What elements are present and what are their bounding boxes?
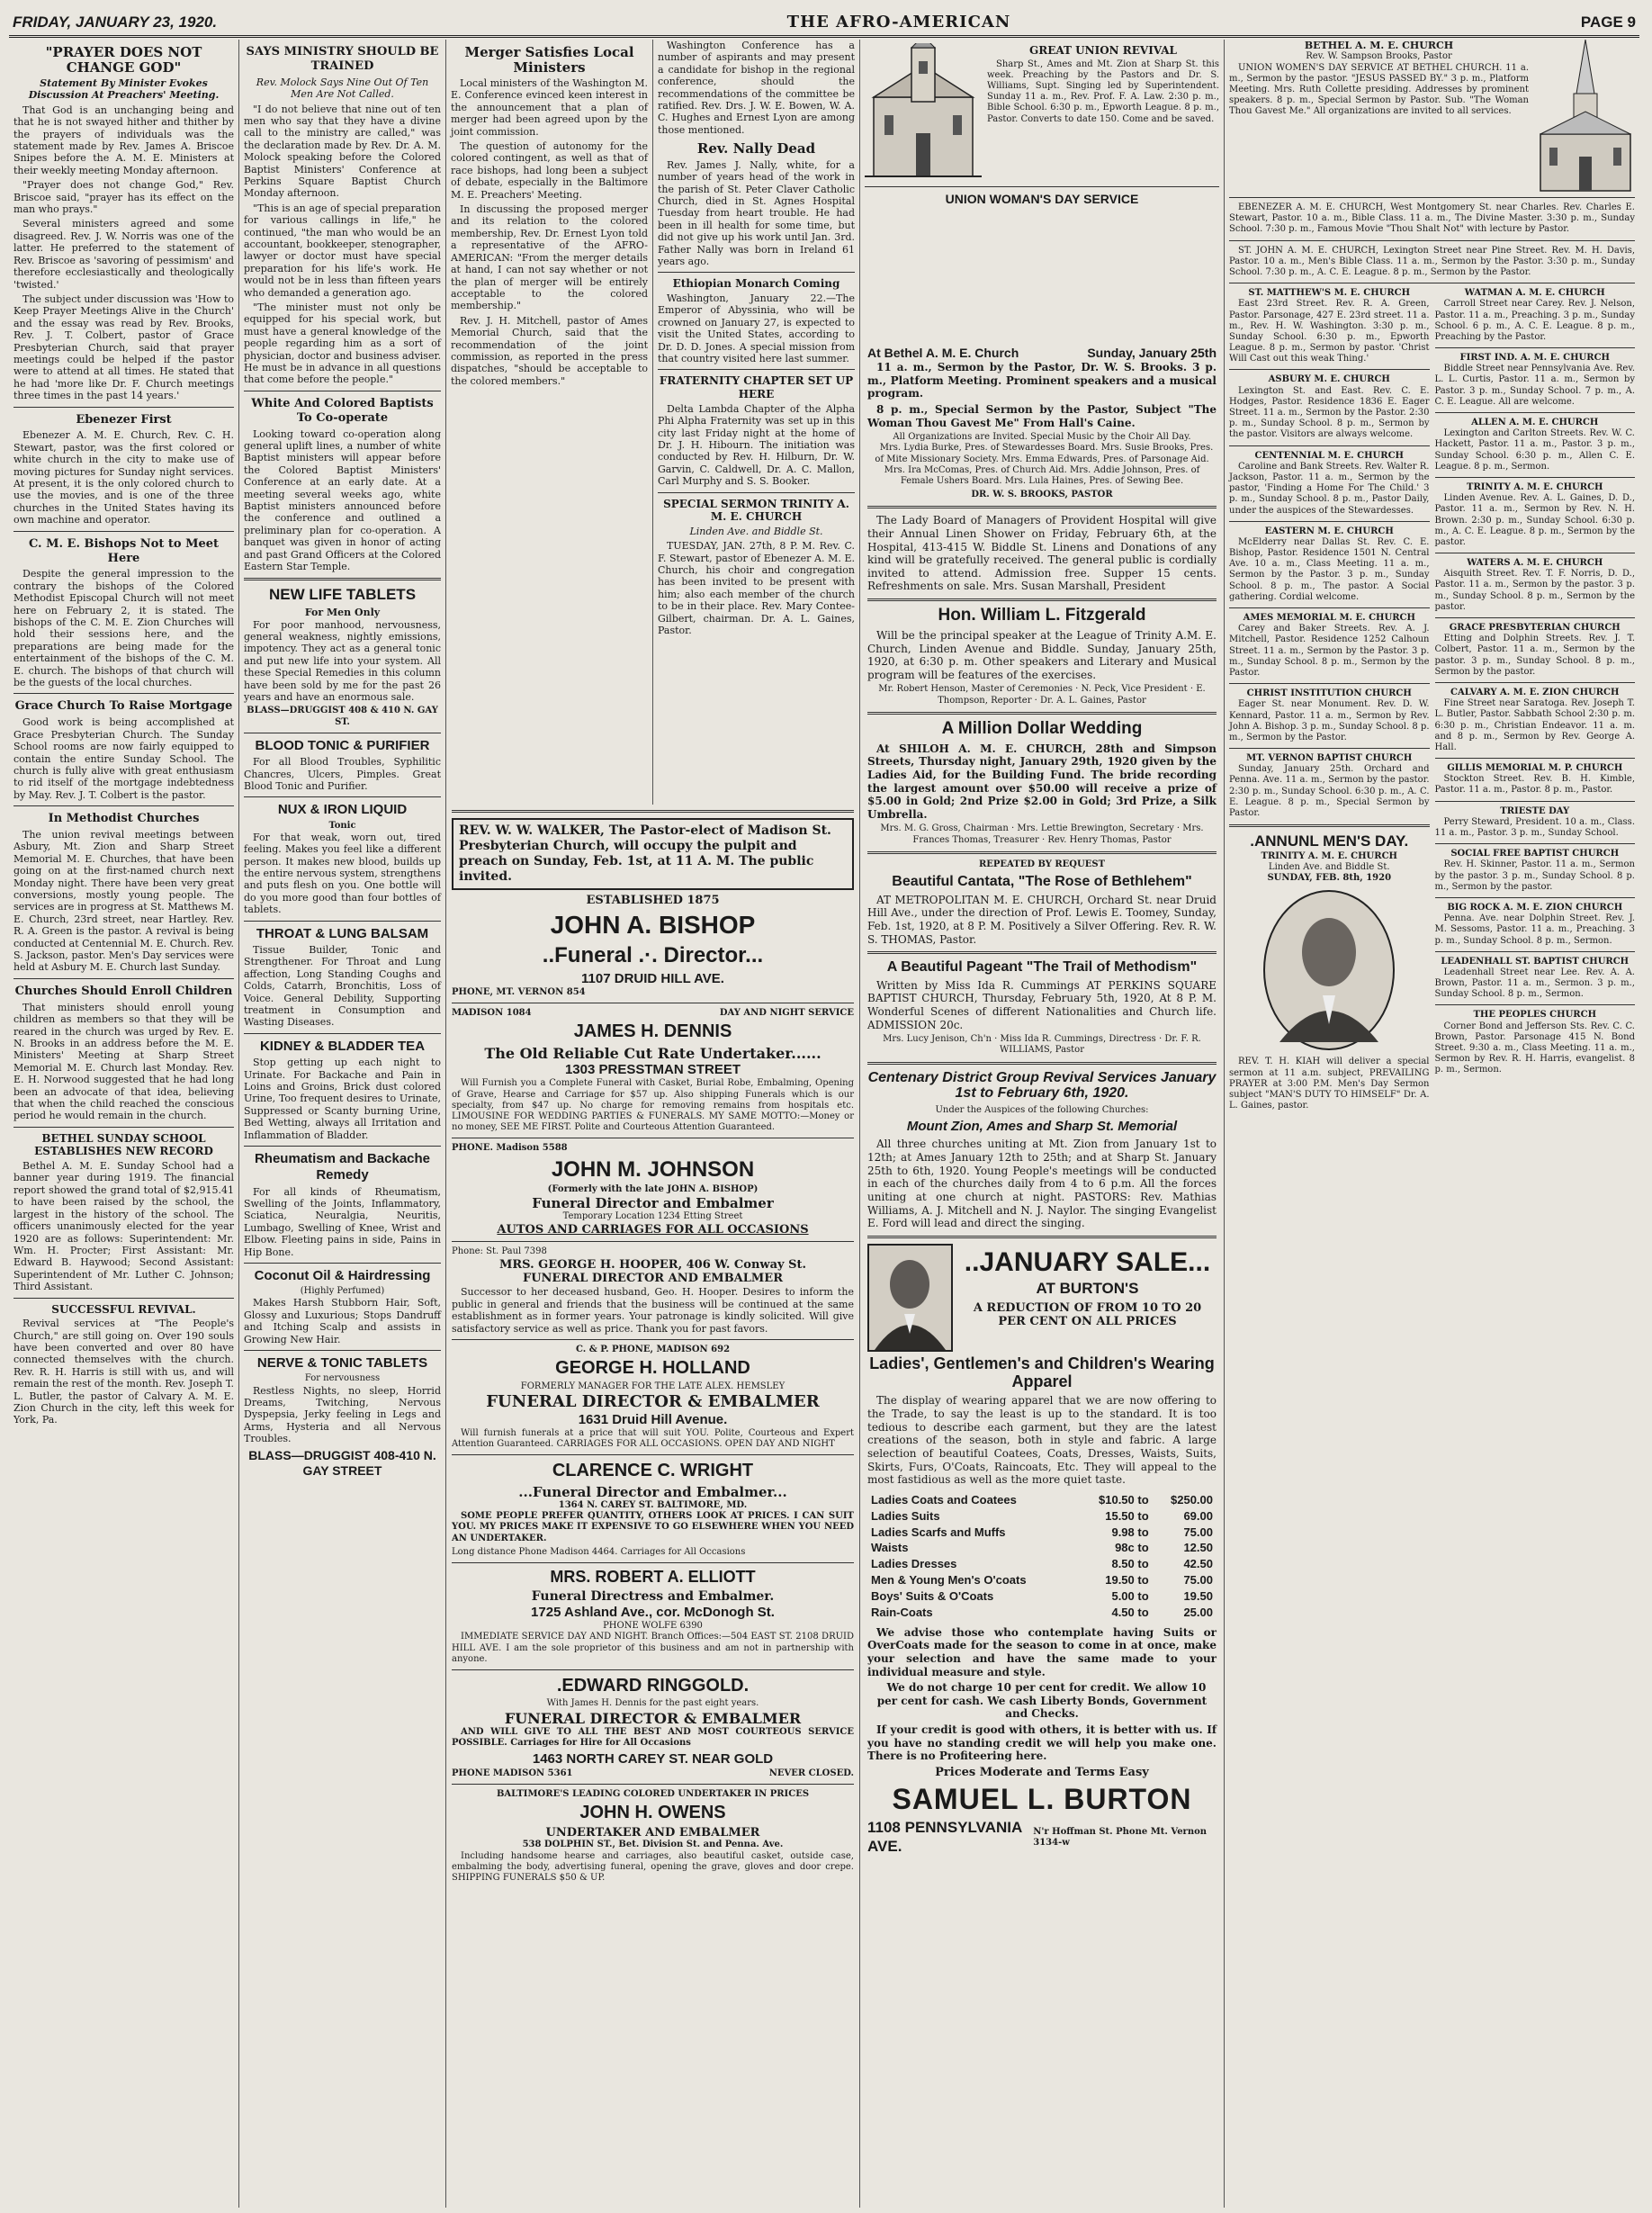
kidney-title: KIDNEY & BLADDER TEA xyxy=(259,1038,426,1054)
fraternity-body: Delta Lambda Chapter of the Alpha Phi Alpha Fraternity was set up in this city last Friday night at the home of Dr. J. H. Hibourn. The initiation was conducted by Rev. H. Hilburn, Dr. W. Garvin, C. Caldwell, Dr. A. C. Mallon, Carl Murphy and S. S. Booker. xyxy=(658,402,855,488)
owens-head: BALTIMORE'S LEADING COLORED UNDERTAKER IN PRICES xyxy=(496,1788,810,1799)
sale-at: AT BURTON'S xyxy=(1036,1279,1139,1297)
blass-footer: BLASS—DRUGGIST 408-410 N. GAY STREET xyxy=(248,1447,436,1478)
great-union-revival-headline: GREAT UNION REVIVAL xyxy=(1029,44,1177,57)
item-name: Ladies Dresses xyxy=(871,1557,957,1571)
rheum-body: For all kinds of Rheumatism, Swelling of the Joints, Inflammatory, Sciatica, Neuralgia, Neuritis, Lumbago, Swelling of Knee, Wrist and Elbow. Fleeting pains in side, Pains in Hip Bone. xyxy=(244,1185,441,1258)
church-listing: MT. VERNON BAPTIST CHURCH Sunday, January 25th. Orchard and Penna. Ave. 11 a. m., Sermon by the pastor. 2:30 p. m., Sunday School. 6:30 p. m., A. C. E. League. 8 p. m., Special Sermon by Pastor. xyxy=(1229,753,1430,818)
wright-phone: Long distance Phone Madison 4464. Carriages for All Occasions xyxy=(452,1546,746,1557)
price-row xyxy=(867,1556,1217,1572)
nux-sub: Tonic xyxy=(328,820,356,831)
bethel-church-title: BETHEL A. M. E. CHURCH xyxy=(1304,40,1454,51)
page-number: PAGE 9 xyxy=(1580,13,1636,31)
elliott-name: MRS. ROBERT A. ELLIOTT xyxy=(550,1567,756,1586)
blass-address: BLASS—DRUGGIST 408 & 410 N. GAY ST. xyxy=(247,706,438,727)
wright-name: CLARENCE C. WRIGHT xyxy=(552,1461,754,1481)
church-listing: LEADENHALL ST. BAPTIST CHURCH Leadenhall Street near Lee. Rev. A. A. Brown, Pastor. 11 a. m., Sermon. 3 p. m., Sunday School. 8 p. m., Sermon. xyxy=(1435,957,1636,1006)
owens-name: JOHN H. OWENS xyxy=(579,1803,726,1823)
ringgold-phone: PHONE MADISON 5361 xyxy=(452,1768,573,1778)
bethel-headline: BETHEL SUNDAY SCHOOL ESTABLISHES NEW RECORD xyxy=(34,1131,213,1158)
cantata-headline: Beautiful Cantata, "The Rose of Bethlehem" xyxy=(892,874,1192,890)
bishop-title: ..Funeral .·. Director... xyxy=(542,943,764,968)
elliott-body: IMMEDIATE SERVICE DAY AND NIGHT. Branch Offices:—504 EAST ST. 2108 DRUID HILL AVE. I am the sole proprietor of this business and am not in partnership with anyone. xyxy=(452,1632,854,1664)
sale-body: The display of wearing apparel that we are now offering to the Trade, to say the least is up to the standard. It is too tedious to describe each garment, but they are the latest creations of the season, both in style and fabric. A large selection of beautiful Coatees, Coats, Dresses, Waists, Suits, Skirts, Furs, O'Coats, Raincoats, Etc. They will appeal to the most fastidious as well as the more quiet taste. xyxy=(867,1394,1217,1487)
price-row xyxy=(867,1572,1217,1588)
nally-body: Rev. James J. Nally, white, for a number of years head of the work in the parish of St. Peter Claver Catholic Church, died in St. Agnes Hospital Tuesday from heart trouble. He had been in ill health for some time, but did not give up his work until Jan. 3rd. Father Nally was born in Ireland 61 years ago. xyxy=(658,158,855,267)
bethel-church-body: UNION WOMEN'S DAY SERVICE AT BETHEL CHURCH. 11 a. m., Sermon by the pastor. "JESUS PASSED BY." 3 p. m., Platform Meeting. Mrs. Ruth Collette presiding. Addresses by prominent speakers. 8 p. m., Special Sermon by Pastor. Sub. "The Woman Thou Gavest Me." All organizations are invited to all services. xyxy=(1229,62,1529,117)
prayer-para: The subject under discussion was 'How to Keep Prayer Meetings Alive in the Church' and the essay was read by Rev. Brooks, Rev. J. T. Colbert, pastor of Grace Presbyterian Church, said that prayer meetings could be helped if the pastor were to attend at all times. He stated that he had 'more like Dr. F. Church meetings three times in the past 14 years.' xyxy=(13,292,234,402)
ringgold-closed: NEVER CLOSED. xyxy=(768,1768,854,1778)
price-row xyxy=(867,1540,1217,1556)
bishop-address: 1107 DRUID HILL AVE. xyxy=(581,970,724,986)
ringgold-name: .EDWARD RINGGOLD. xyxy=(556,1676,750,1696)
johnson-phone: PHONE. Madison 5588 xyxy=(452,1143,568,1154)
mens-day-church: TRINITY A. M. E. CHURCH xyxy=(1261,850,1397,861)
sale-credit: If your credit is good with others, it is better with us. If you have no standing credit we will help you make one. There is no Profiteering here. xyxy=(867,1723,1217,1763)
prayer-para: That God is an unchanging being and that he is not swayed hither and thither by the prayers of individuals was the statement made by Rev. James A. Briscoe Snipes before the A. M. E. Ministers at their weekly meeting Monday afternoon. xyxy=(13,103,234,176)
price-table xyxy=(867,1492,1217,1621)
sale-apparel: Ladies', Gentlemen's and Children's Wearing Apparel xyxy=(869,1354,1215,1390)
union-day-names: Mrs. Lydia Burke, Pres. of Stewardesses Board. Mrs. Susie Brooks, Pres. of Mite Missionary Society. Mrs. Emma Edwards, Pres. of Parsonage Aid. Mrs. Ira McComas, Pres. of Church Aid. Mrs. Addie Johnson, Pres. of Female Ushers Board. Mrs. Lula Haines, Pres. of Sewing Bee. xyxy=(875,443,1214,486)
centenary-headline: Centenary District Group Revival Services January 1st to February 6th, 1920. xyxy=(867,1069,1217,1102)
wedding-body: At SHILOH A. M. E. CHURCH, 28th and Simpson Streets, Thursday night, January 29th, 1920 given by the Ladies Aid, for the Building Fund. The bride recording the largest amount over $50.00 will receive a prize of $5.00 in Gold; 2nd Prize $2.00 in Gold; 3rd Prize, a Silk Umbrella. xyxy=(867,742,1217,821)
centenary-sub: Under the Auspices of the following Churches: xyxy=(935,1104,1149,1115)
elliott-address: 1725 Ashland Ave., cor. McDonogh St. xyxy=(531,1604,775,1620)
price-to: 75.00 xyxy=(1183,1525,1213,1539)
grace-body: Good work is being accomplished at Grace Presbyterian Church. The Sunday School rooms are now fairly equipped to contain the entire Sunday School. The church is fully alive with great enthusiasm to rid itself of the mortgage indebtedness by May. Rev. J. T. Colbert is the pastor. xyxy=(13,716,234,801)
church-listing: FIRST IND. A. M. E. CHURCH Biddle Street near Pennsylvania Ave. Rev. L. L. Curtis, Pastor. 11 a. m., Sermon by Pastor. 3 p. m., Sunday School. 7 p. m., A. C. E. League. All are welcome. xyxy=(1435,353,1636,413)
nerve-body: Restless Nights, no sleep, Horrid Dreams, Twitching, Nervous Dyspepsia, Jerky feeling in Legs and Arms, Hysteria and all Nervous Troubles. xyxy=(244,1384,441,1445)
union-day-evening: 8 p. m., Special Sermon by the Pastor, Subject "The Woman Thou Gavest Me" From Hall's Caine. xyxy=(867,402,1217,429)
pageant-names: Mrs. Lucy Jenison, Ch'n · Miss Ida R. Cummings, Directress · Dr. F. R. WILLIAMS, Pastor xyxy=(883,1034,1201,1056)
wedding-headline: A Million Dollar Wedding xyxy=(941,718,1143,738)
price-to: $250.00 xyxy=(1171,1492,1213,1507)
price-to: 25.00 xyxy=(1183,1605,1213,1619)
mens-day-caption: REV. T. H. KIAH will deliver a special sermon at 11 a.m. subject, PREVAILING PRAYER at 3:00 P.M. Men's Day Sermon subject "MAN'S DUTY TO HIMSELF" Dr. A. L. Gaines, pastor. xyxy=(1229,1057,1430,1111)
item-name: Boys' Suits & O'Coats xyxy=(871,1588,994,1603)
union-day-note: All Organizations are Invited. Special Music by the Choir All Day. xyxy=(893,432,1191,443)
churches-body: That ministers should enroll young children as members so that they will be reared in the church was urged by Rev. E. N. Brooks in an address before the M. E. Ministers' Meeting at Sharp Street Memorial M. E. Church last Monday. Rev. E. H. Norwood suggested that he had long been an advocate of that idea, believing that when the child reached the conscious period he would remain in the church. xyxy=(13,1001,234,1122)
sale-reduction: A REDUCTION OF FROM 10 TO 20 PER CENT ON ALL PRICES xyxy=(973,1300,1202,1329)
dennis-name: JAMES H. DENNIS xyxy=(573,1021,732,1042)
bishop-name: JOHN A. BISHOP xyxy=(550,911,756,940)
dennis-body: Will Furnish you a Complete Funeral with Casket, Burial Robe, Embalming, Opening of Grave, Hearse and Carriage for $57 up. Also shipping Funerals which is our specialty, from $47 up. No charge for removing remains from hospitals etc. LIMOUSINE FOR WEDDING PARTIES & FUNERALS. MY SAME MOTTO:—Money or no money, SEE ME FIRST. Polite and Courteous Attention Guaranteed. xyxy=(452,1078,854,1133)
price-to: 42.50 xyxy=(1183,1557,1213,1571)
owens-address: 538 DOLPHIN ST., Bet. Division St. and Penna. Ave. xyxy=(522,1840,784,1850)
price-to: 19.50 xyxy=(1183,1588,1213,1603)
grace-headline: Grace Church To Raise Mortgage xyxy=(14,699,233,714)
price-from: 4.50 to xyxy=(1111,1605,1149,1619)
church-listing: EASTERN M. E. CHURCH McElderry near Dallas St. Rev. C. E. Bishop, Pastor. Residence 1501 N. Central Ave. 10 a. m., Class Meeting. 11 a. m., Sermon by the Pastor. 3 p. m., Sunday School. 8 p. m., The pastor. A Social gathering. Cordial welcome. xyxy=(1229,526,1430,608)
price-from: 9.98 to xyxy=(1111,1525,1149,1539)
holland-name: GEORGE H. HOLLAND xyxy=(555,1358,750,1379)
dennis-address: 1303 PRESSTMAN STREET xyxy=(564,1062,741,1078)
nux-body: For that weak, worn out, tired feeling. Makes you feel like a different person. It makes new blood, builds up the entire nervous system, strengthens and puts flesh on you. One bottle will do you more good than four bottles of tablets. xyxy=(244,831,441,916)
methodist-body: The union revival meetings between Asbury, Mt. Zion and Sharp Street Memorial M. E. Churches, that have been going on at the first-named church next Monday night. There have been very great conversions, mostly young people. The services are in progress at St. Matthews M. E. Church, 23rd street, near Hartley. Rev. R. A. Green is the pastor. A revival is being conducted at Centennial M. E. Church. Rev. S. Jackson, pastor. Men's Day services were held at Asbury M. E. Church last Sunday. xyxy=(13,829,234,974)
union-day-church: At Bethel A. M. E. Church xyxy=(867,346,1019,360)
bishop-phone: PHONE, MT. VERNON 854 xyxy=(452,986,586,997)
price-to: 69.00 xyxy=(1183,1508,1213,1523)
holland-phone: C. & P. PHONE, MADISON 692 xyxy=(575,1344,731,1354)
centenary-churches: Mount Zion, Ames and Sharp St. Memorial xyxy=(906,1118,1178,1134)
pageant-body: Written by Miss Ida R. Cummings AT PERKINS SQUARE BAPTIST CHURCH, Thursday, February 5th, 1920, At 8 P. M. Wonderful Scenes of different Nationalities and Church life. ADMISSION 20c. xyxy=(867,978,1217,1031)
church-listing: SOCIAL FREE BAPTIST CHURCH Rev. H. Skinner, Pastor. 11 a. m., Sermon by the pastor. 3 p. m., Sunday School. 8 p. m., Sermon by the pastor. xyxy=(1435,849,1636,898)
nally-headline: Rev. Nally Dead xyxy=(696,140,816,157)
mens-day-title: .ANNUNL MEN'S DAY. xyxy=(1250,832,1409,850)
union-day-headline: UNION WOMAN'S DAY SERVICE xyxy=(945,192,1139,206)
church-list-a xyxy=(1229,288,1430,1114)
price-from: 5.00 to xyxy=(1111,1588,1149,1603)
church-illustration-icon xyxy=(865,43,982,178)
bethel-church-pastor: Rev. W. Sampson Brooks, Pastor xyxy=(1306,51,1452,62)
wright-title: ...Funeral Director and Embalmer... xyxy=(518,1483,787,1500)
wedding-names: Mrs. M. G. Gross, Chairman · Mrs. Lettie Brewington, Secretary · Mrs. Frances Thomas, Treasurer · Rev. Henry Thomas, Pastor xyxy=(880,823,1204,845)
church-listing: THE PEOPLES CHURCH Corner Bond and Jefferson Sts. Rev. C. C. Brown, Pastor. Parsonage 415 N. Bond Street. 9:30 a. m., Class Meeting. 11 a. m., Sermon by Rev. R. H. Harris, evangelist. 8 p. m., Sermon. xyxy=(1434,1010,1635,1075)
revival-body: Revival services at "The People's Church," are still going on. Over 190 souls have been converted and over 80 have connected themselves with the church. Rev. R. H. Harris is still with us, and will remain the rest of the month. Rev. Joseph T. L. Butler, the pastor of Calvary A. M. E. Zion Church in the city, left this week for York, Pa. xyxy=(13,1318,234,1426)
ethiopian-body: Washington, January 22.—The Emperor of Abyssinia, who will be crowned on January 27, is expected to visit the United States, according to Dr. D. D. Jones. A special mission from that country visited here last summer. xyxy=(658,292,855,365)
special-sub: Linden Ave. and Biddle St. xyxy=(689,525,823,537)
church-listing: WATMAN A. M. E. CHURCH Carroll Street near Carey. Rev. J. Nelson, Pastor. 11 a. m., Preaching. 3 p. m., Sunday School. 6 p. m., A. C. E. League. 8 p. m., Preaching by the Pastor. xyxy=(1435,288,1636,348)
mens-day-date: SUNDAY, FEB. 8th, 1920 xyxy=(1267,873,1392,884)
coconut-sub: (Highly Perfumed) xyxy=(300,1286,385,1297)
portrait-image xyxy=(1261,889,1396,1051)
prayer-headline: "PRAYER DOES NOT CHANGE GOD" xyxy=(45,44,202,76)
ringgold-address: 1463 NORTH CAREY ST. NEAR GOLD xyxy=(532,1751,774,1768)
item-name: Ladies Scarfs and Muffs xyxy=(871,1525,1006,1539)
sale-advise: We advise those who contemplate having Suits or OverCoats made for the season to come in at once, make your selection and have the same made to your individual measure and style. xyxy=(867,1625,1217,1678)
throat-title: THROAT & LUNG BALSAM xyxy=(256,925,429,941)
prayer-para: "Prayer does not change God," Rev. Briscoe said, "prayer has its effect on the man who prays." xyxy=(13,179,234,216)
church-listing: ST. MATTHEW'S M. E. CHURCH East 23rd Street. Rev. R. A. Green, Pastor. Parsonage, 427 E. 23rd street. 11 a. m., Rev. H. W. Washington. 3:30 p. m., Sunday School. 6:30 p. m., Epworth League. 8 p. m., Sermon by pastor. 'Christ Will Cast out this weak Thing.' xyxy=(1229,288,1430,370)
prayer-para: Several ministers agreed and some disagreed. Rev. J. W. Norris was one of the latter. He preferred to the statement of Rev. Briscoe as 'savoring of pessimism' and therefore ecclesiastically and theologically 'twisted.' xyxy=(13,218,234,291)
column-2 xyxy=(238,40,445,2208)
centenary-body: All three churches uniting at Mt. Zion from January 1st to 12th; at Ames January 12th to 25th; and at Sharp St. January 25th to 6th, 1920. Young People's meetings will be conducted in each of the churches daily from 4 to 6 p.m. All the forces uniting at one church at night. PASTORS: Rev. Mathias Williams, A. J. Mitchell and N. J. Naylor. The singing Evangelist E. Ford will lead and direct the singing. xyxy=(867,1138,1217,1230)
price-to: 75.00 xyxy=(1183,1573,1213,1588)
cme-body: Despite the general impression to the contrary the bishops of the Colored Methodist Episcopal Church will not meet here on February 2, it is stated. The bishops of the C. M. E. Zion Churches will hold their sessions here, and the preparations are being made for the entertainment of the bishops of the C. M. E. church. The bishops of that church will be the guests of the local churches. xyxy=(13,568,234,689)
price-from: 8.50 to xyxy=(1111,1557,1149,1571)
item-name: Ladies Suits xyxy=(871,1508,940,1523)
says-headline: SAYS MINISTRY SHOULD BE TRAINED xyxy=(246,45,439,73)
merger-headline: Merger Satisfies Local Ministers xyxy=(464,44,634,76)
methodist-headline: In Methodist Churches xyxy=(48,812,200,826)
elliott-phone: PHONE WOLFE 6390 xyxy=(603,1621,703,1632)
wright-address: 1364 N. CAREY ST. BALTIMORE, MD. xyxy=(558,1500,748,1510)
life-tablets-body: For poor manhood, nervousness, general weakness, nightly emissions, impotency. They act as a general tonic and put new life into your system. All these Special Remedies in this column have been sold by me for the past 26 years and have an enormous sale. xyxy=(244,618,441,704)
throat-body: Tissue Builder, Tonic and Strengthener. For Throat and Lung affection, Long Standing Coughs and Colds, Catarrh, Bronchitis, Loss of Voice. General Debility, Supporting treatment in Consumption and Wasting Diseases. xyxy=(244,943,441,1029)
church-listing: AMES MEMORIAL M. E. CHURCH Carey and Baker Streets. Rev. A. J. Mitchell, Pastor. Residence 1252 Calhoun Street. 11 a. m., Sermon by the Pastor. 3 p. m., Sunday School. 8 p. m., Sermon by the Pastor. xyxy=(1229,613,1430,684)
columns xyxy=(9,40,1639,2208)
nux-title: NUX & IRON LIQUID xyxy=(277,802,408,818)
price-row xyxy=(867,1492,1217,1508)
sale-terms: We do not charge 10 per cent for credit. We allow 10 per cent for cash. We cash Liberty Bonds, Government and Checks. xyxy=(876,1681,1208,1721)
union-day-pastor: DR. W. S. BROOKS, PASTOR xyxy=(971,490,1113,500)
churches-headline: Churches Should Enroll Children xyxy=(14,984,233,998)
fraternity-headline: FRATERNITY CHAPTER SET UP HERE xyxy=(659,374,854,401)
merger-para: In discussing the proposed merger and its relation to the colored membership, Rev. Dr. Ernest Lyon told a representative of the AFRO-AMERICAN: "From the merger details at hand, I can not say whether or not the plan of merger will be entirely acceptable to the colored membership." xyxy=(451,203,648,312)
pageant-headline: A Beautiful Pageant "The Trail of Methodism" xyxy=(886,959,1198,976)
says-para: "I do not believe that nine out of ten men who say that they have a divine call to the ministry are called," was the declaration made by Rev. Dr. A. M. Molock speaking before the Colored Baptist Ministers' Conference at Perkins Square Baptist Church Monday afternoon. xyxy=(244,103,441,200)
newspaper-title: THE AFRO-AMERICAN xyxy=(786,13,1011,32)
blood-tonic-title: BLOOD TONIC & PURIFIER xyxy=(255,737,430,753)
blood-tonic-body: For all Blood Troubles, Syphilitic Chancres, Ulcers, Pimples. Great Blood Tonic and Purifier. xyxy=(244,756,441,792)
cantata-body: AT METROPOLITAN M. E. CHURCH, Orchard St. near Druid Hill Ave., under the direction of Prof. Lewis E. Toomey, Sunday, Feb. 1st, 1920, at 8 P. M. Positively a Silver Offering. Rev. R. W. S. THOMAS, Pastor. xyxy=(867,893,1217,946)
church-listing: TRIESTE DAY Perry Steward, President. 10 a. m., Class. 11 a. m., Pastor. 3 p. m., Sunday School. xyxy=(1435,806,1636,845)
sale-easy: Prices Moderate and Terms Easy xyxy=(935,1765,1149,1779)
coconut-title: Coconut Oil & Hairdressing xyxy=(254,1267,431,1283)
hooper-phone: Phone: St. Paul 7398 xyxy=(452,1246,547,1257)
owens-title: UNDERTAKER AND EMBALMER xyxy=(545,1825,760,1840)
burton-address: 1108 PENNSYLVANIA AVE. xyxy=(867,1819,1022,1855)
ringgold-body: AND WILL GIVE TO ALL THE BEST AND MOST COURTEOUS SERVICE POSSIBLE. Carriages for Hire for All Occasions xyxy=(452,1727,854,1749)
church-listing: CHRIST INSTITUTION CHURCH Eager St. near Monument. Rev. D. W. Kennard, Pastor. 11 a. m., Sermon by Rev. John A. Bishop. 3 p. m., Sunday School. 8 p. m., Sermon by the Pastor. xyxy=(1229,688,1430,749)
dennis-service: DAY AND NIGHT SERVICE xyxy=(719,1008,854,1019)
burton-cross: N'r Hoffman St. Phone Mt. Vernon 3134-w xyxy=(1033,1826,1208,1848)
item-name: Ladies Coats and Coatees xyxy=(871,1492,1017,1507)
conference-body: Washington Conference has a number of aspirants and may present a candidate for bishop in the regional conference, should the recommendations of the committee be ratified. Rev. Drs. J. W. E. Bowen, W. A. C. Hughes and Ernest Lyon are among those mentioned. xyxy=(658,40,855,136)
holland-title: FUNERAL DIRECTOR & EMBALMER xyxy=(486,1391,820,1411)
says-subhead: Rev. Molock Says Nine Out Of Ten Men Are Not Called. xyxy=(256,76,429,101)
funeral-ads xyxy=(445,805,859,2208)
price-row xyxy=(867,1588,1217,1605)
fitzgerald-names: Mr. Robert Henson, Master of Ceremonies · N. Peck, Vice President · E. Thompson, Reporter · Dr. A. L. Gaines, Pastor xyxy=(878,684,1206,706)
coconut-body: Makes Harsh Stubborn Hair, Soft, Glossy and Luxurious; Stops Dandruff and Itching Scalp and assists in Growing New Hair. xyxy=(244,1297,441,1345)
church-listing: CENTENNIAL M. E. CHURCH Caroline and Bank Streets. Rev. Walter R. Jackson, Pastor. 11 a. m., Sermon by the pastor, 'Finding a Home For The Child.' 3 p. m., Sunday School. 8 p. m., Pastor Daily, under the auspices of the Stewardesses. xyxy=(1229,451,1430,522)
fitzgerald-body: Will be the principal speaker at the League of Trinity A.M. E. Church, Linden Avenue and Biddle. Sunday, January 25th, 1920, at 6:30 p. m. Other speakers and Literary and Musical program will be features of the exercises. xyxy=(867,628,1217,681)
ringgold-title: FUNERAL DIRECTOR & EMBALMER xyxy=(504,1709,802,1727)
holland-sub: FORMERLY MANAGER FOR THE LATE ALEX. HEMSLEY xyxy=(520,1381,786,1391)
wright-body: SOME PEOPLE PREFER QUANTITY, OTHERS LOOK AT PRICES. I CAN SUIT YOU. MY PRICES MAKE IT EXPENSIVE TO GO ELSEWHERE WHEN YOU NEED AN UNDERTAKER. xyxy=(452,1511,854,1543)
life-tablets-title: NEW LIFE TABLETS xyxy=(268,586,417,604)
price-from: 98c to xyxy=(1115,1541,1149,1555)
great-union-revival-body: Sharp St., Ames and Mt. Zion at Sharp St. this week. Preaching by the Pastors and Dr. S. Williams, Supt. Singing led by Superintendent. Sunday 11 a. m., Rev. Prof. F. A. Law. 2:30 p. m., Bible School. 6:30 p. m., Epworth League. 8 p. m., Pastor. Converts to date 150. Come and be saved. xyxy=(987,58,1219,124)
johnson-autos: AUTOS AND CARRIAGES FOR ALL OCCASIONS xyxy=(497,1222,809,1237)
johnson-name: JOHN M. JOHNSON xyxy=(551,1156,755,1182)
ebenezer-listing: EBENEZER A. M. E. CHURCH, West Montgomery St. near Charles. Rev. Charles E. Stewart, Pastor. 10 a. m., Bible Class. 11 a. m., The Divine Master. 3:30 p. m., Sunday School. 7:30 p. m., Famous Movie "Thou Shalt Not" with lecture by Pastor. xyxy=(1229,202,1635,235)
item-name: Rain-Coats xyxy=(871,1605,933,1619)
kidney-body: Stop getting up each night to Urinate. For Backache and Pain in Loins and Groins, Brick dust colored Urine, Too frequent desires to Urinate, Suppressed or Scanty burning Urine, Bed Wetting, always all Irritation and Inflammation of Bladder. xyxy=(244,1057,441,1141)
nerve-title: NERVE & TONIC TABLETS xyxy=(256,1355,428,1372)
rheum-title: Rheumatism and Backache Remedy xyxy=(254,1150,431,1183)
merger-para: Local ministers of the Washington M. E. Conference evinced keen interest in the announcement that a plan of merger had been agreed upon by the joint commission. xyxy=(451,77,648,138)
price-to: 12.50 xyxy=(1183,1541,1213,1555)
church-listing: TRINITY A. M. E. CHURCH Linden Avenue. Rev. A. L. Gaines, D. D., Pastor. 11 a. m., Sermon by Rev. N. H. Brown. 2:30 p. m., Sunday School. 6:30 p. m., A. C. E. League. 8 p. m., Sermon by the pastor. xyxy=(1435,482,1636,553)
price-from: 15.50 to xyxy=(1105,1508,1149,1523)
holland-address: 1631 Druid Hill Avenue. xyxy=(578,1411,728,1427)
column-1 xyxy=(9,40,238,2208)
mens-day-location: Linden Ave. and Biddle St. xyxy=(1268,862,1390,873)
special-body: TUESDAY, JAN. 27th, 8 P. M. Rev. C. F. Stewart, pastor of Ebenezer A. M. E. Church, his choir and congregation has been invited to be present with him; also each member of the church to be in their place. Rev. Mary Contee-Gilbert, chairman. Dr. A. L. Gaines, Pastor. xyxy=(658,540,855,637)
burton-portrait-image xyxy=(867,1244,953,1352)
cantata-repeated: REPEATED BY REQUEST xyxy=(978,859,1106,869)
white-body: Looking toward co-operation along general uplift lines, a number of white Baptist ministers will appear before the Colored Baptist Ministers' Conference at an early date. At a meeting several weeks ago, white Baptist ministers announced before the conference and outlined a preliminary plan for co-operation. A banquet was given in honor of acting and past Grand Officers at the Colored Eastern Star Temple. xyxy=(244,427,441,573)
says-para: "This is an age of special preparation for various callings in life," he continued, "the man who would be an accountant, bookkeeper, stenographer, lawyer or doctor must have special preparation for his life's work. He would not be in less than fifteen years who demanded a generation ago. xyxy=(244,202,441,299)
church-listing: GRACE PRESBYTERIAN CHURCH Etting and Dolphin Streets. Rev. J. T. Colbert, Pastor. 11 a. m., Sermon by the pastor. 3 p. m., Sunday School. 8 p. m., Sermon by the pastor. xyxy=(1435,623,1636,683)
established-line: ESTABLISHED 1875 xyxy=(586,894,720,908)
price-row xyxy=(867,1525,1217,1541)
merger-para: Rev. J. H. Mitchell, pastor of Ames Memorial Church, said that the recommendation of the joint commission, as reported in the press dispatches, "should be acceptable to the colored members." xyxy=(451,314,648,387)
price-row xyxy=(867,1508,1217,1525)
stjohn-listing: ST. JOHN A. M. E. CHURCH, Lexington Street near Pine Street. Rev. M. H. Davis, Pastor. 10 a. m., Men's Bible Class. 11 a. m., Sermon by the Pastor. 3:30 p. m., Sunday School. 7:30 p. m., A. C. E. League. 8 p. m., Sermon by the Pastor. xyxy=(1229,245,1635,277)
johnson-office: Temporary Location 1234 Etting Street xyxy=(562,1211,743,1222)
ebenezer-body: Ebenezer A. M. E. Church, Rev. C. H. Stewart, pastor, was the first colored or white church in the city to make use of moving pictures for Sunday night services. At present, it is the only colored church to use the movies, and is one of the three churches in the United States having its own machine and operator. xyxy=(13,429,234,526)
church-listing: CALVARY A. M. E. ZION CHURCH Fine Street near Saratoga. Rev. Joseph T. L. Butler, Pastor. Sabbath School 2:30 p. m. 6:30 p. m., Christian Endeavor. 11 a. m. and 8 p. m., Sermon by Rev. George A. Hall. xyxy=(1435,688,1636,759)
special-headline: SPECIAL SERMON TRINITY A. M. E. CHURCH xyxy=(663,497,849,524)
church-listing: BIG ROCK A. M. E. ZION CHURCH Penna. Ave. near Dolphin Street. Rev. J. M. Sessoms, Pastor. 11 a. m., Preaching. 3 p. m., Sunday School. 8 p. m., Sermon. xyxy=(1435,903,1636,952)
hooper-name: MRS. GEORGE H. HOOPER, 406 W. Conway St. xyxy=(498,1257,807,1272)
ethiopian-headline: Ethiopian Monarch Coming xyxy=(672,277,840,291)
ebenezer-headline: Ebenezer First xyxy=(76,412,172,427)
issue-date: FRIDAY, JANUARY 23, 1920. xyxy=(13,13,218,31)
owens-body: Including handsome hearse and carriages, also beautiful casket, outside case, embalming the body, advertising funeral, opening the grave, gloves and door crepe. SHIPPING FUNERALS $50 & UP. xyxy=(452,1850,854,1883)
price-from: 19.50 to xyxy=(1105,1573,1149,1588)
prayer-subhead: Statement By Minister Evokes Discussion At Preachers' Meeting. xyxy=(28,77,220,102)
says-para: "The minister must not only be equipped for his special work, but must have a general knowledge of the people regarding him as a sort of physician, doctor and business adviser. He must be in advance in all questions that come before the people." xyxy=(244,301,441,386)
price-from: $10.50 to xyxy=(1099,1492,1149,1507)
masthead xyxy=(9,7,1639,38)
church-listing: GILLIS MEMORIAL M. P. CHURCH Stockton Street. Rev. B. H. Kimble, Pastor. 11 a. m., Pastor. 8 p. m., Pastor. xyxy=(1435,763,1636,802)
dennis-title: The Old Reliable Cut Rate Undertaker...... xyxy=(484,1044,822,1062)
price-row xyxy=(867,1605,1217,1621)
nerve-sub: For nervousness xyxy=(304,1373,381,1384)
sale-headline: ..JANUARY SALE... xyxy=(964,1246,1211,1277)
church-listing: ALLEN A. M. E. CHURCH Lexington and Carlton Streets. Rev. W. C. Hackett, Pastor. 11 a. m., Pastor. 3 p. m., Sunday School. 6:30 p. m., Allen C. E. League. 8 p. m., Sermon. xyxy=(1435,418,1636,478)
church-listing: ASBURY M. E. CHURCH Lexington St. and East. Rev. C. E. Hodges, Pastor. Residence 1836 E. Eager Street. 11 a. m., Sermon by the Pastor. 2:30 p. m., Sunday School. 8 p. m., Sermon by the pastor. Visitors are always welcome. xyxy=(1229,374,1430,445)
dennis-phone: MADISON 1084 xyxy=(452,1008,532,1019)
burton-name: SAMUEL L. BURTON xyxy=(892,1782,1192,1815)
hospital-notice: The Lady Board of Managers of Provident Hospital will give their Annual Linen Shower on Friday, February 6th, at the Hospital, 413-415 W. Biddle St. Linens and Donations of any kind will be gratefully received. The general public is cordially invited to attend. Admission free. Supper 15 cents. Refreshments on sale. Mrs. Susan Marshall, President xyxy=(867,514,1217,593)
cme-headline: C. M. E. Bishops Not to Meet Here xyxy=(28,536,220,565)
johnson-title: Funeral Director and Embalmer xyxy=(532,1195,774,1212)
church-list-b xyxy=(1435,288,1636,1114)
fitzgerald-headline: Hon. William L. Fitzgerald xyxy=(938,606,1146,625)
union-day-body: 11 a. m., Sermon by the Pastor, Dr. W. S. Brooks. 3 p. m., Platform Meeting. Prominent speakers and a musical program. xyxy=(867,361,1217,400)
walker-notice: REV. W. W. WALKER, The Pastor-elect of Madison St. Presbyterian Church, will occupy the pulpit and preach on Sunday, Feb. 1st, at 11 A. M. The public invited. xyxy=(452,818,854,890)
item-name: Waists xyxy=(871,1541,909,1555)
notices-column xyxy=(859,346,1224,2208)
white-headline: White And Colored Baptists To Co-operate xyxy=(251,396,434,425)
church-listing: WATERS A. M. E. CHURCH Aisquith Street. Rev. T. F. Norris, D. D., Pastor. 11 a. m., Sermon by the pastor. 3 p. m., Sunday School. 8 p. m., Sermon by the pastor. xyxy=(1435,558,1636,618)
holland-body: Will furnish funerals at a price that will suit YOU. Polite, Courteous and Expert Attention Guaranteed. CARRIAGES FOR ALL OCCASIONS. OPEN DAY AND NIGHT xyxy=(452,1427,854,1450)
elliott-title: Funeral Directress and Embalmer. xyxy=(531,1588,775,1604)
ringgold-sub: With James H. Dennis for the past eight years. xyxy=(546,1698,759,1709)
bethel-body: Bethel A. M. E. Sunday School had a banner year during 1919. The financial report showed the grand total of $2,915.41 to have been raised by the school, the largest in the history of the school. The officers unanimously elected for the year 1920 are as follows: Superintendent: Mr. Wm. H. Procter; First Assistant: Mr. Edward B. Haywood; Second Assistant: Superintendent of Mr. Luther C. Johnson; Third Assistant. xyxy=(13,1160,234,1293)
merger-para: The question of autonomy for the colored contingent, as well as that of race bishops, had long been a subject of debate, especially in the Baltimore M. E. Preachers' Meeting. xyxy=(451,140,648,201)
johnson-sub: (Formerly with the late JOHN A. BISHOP) xyxy=(547,1183,759,1194)
union-day-date: Sunday, January 25th xyxy=(1087,346,1217,360)
hooper-title: FUNERAL DIRECTOR AND EMBALMER xyxy=(522,1272,784,1286)
item-name: Men & Young Men's O'coats xyxy=(871,1573,1027,1588)
revival-headline: SUCCESSFUL REVIVAL. xyxy=(51,1302,196,1316)
hooper-body: Successor to her deceased husband, Geo. H. Hooper. Desires to inform the public in general and friends that the business will be continued at the same establishment as in former years. Your patronage is kindly solicited. Will give satisfactory service as well as price. Thank you for past favors. xyxy=(452,1286,854,1335)
steeple-church-icon xyxy=(1536,40,1635,193)
life-tablets-sub: For Men Only xyxy=(304,607,381,619)
column-6 xyxy=(1224,40,1639,2208)
